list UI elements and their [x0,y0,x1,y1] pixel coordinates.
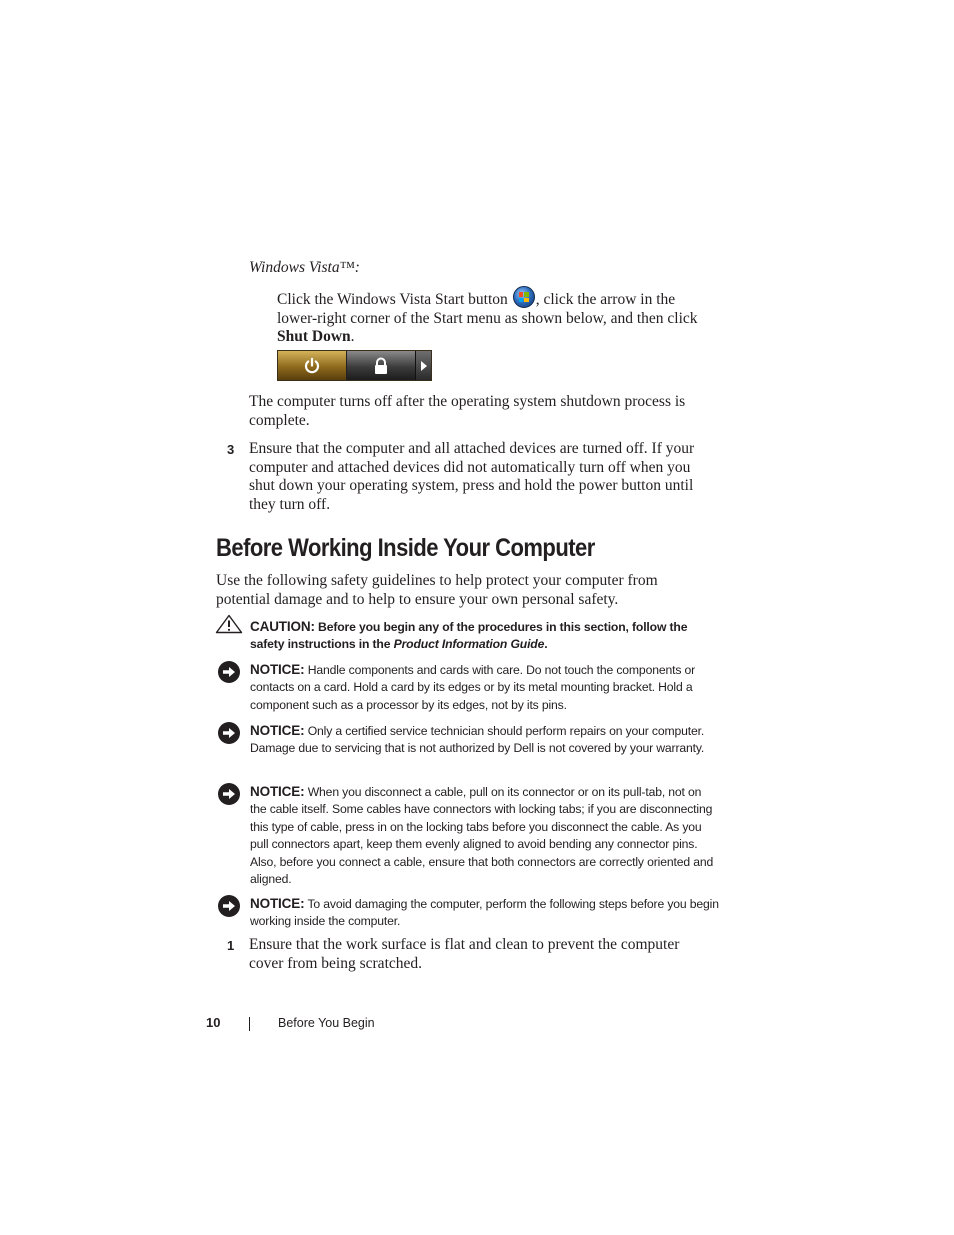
os-label-windows-vista: Windows Vista™: [249,259,360,276]
power-icon [303,357,321,375]
caution-label: CAUTION: [250,619,315,634]
step-1-text: Ensure that the work surface is flat and clean to prevent the computer cover from being scratched. [249,936,680,972]
caution-icon [215,614,243,639]
notice-3: NOTICE: When you disconnect a cable, pull on its connector or on its pull-tab, not on the cable itself. Some cables have connectors with locking tabs; if you are disconnecting this type of cable, press in on the locking tabs before you disconnect the cable. As you pull connectors apart, keep them evenly aligned to avoid bending any connector pins. Also, before you connect a cable, ensure that both connectors are correctly oriented and aligned. [250,784,714,887]
notice-icon [218,783,240,805]
start-menu-shutdown-bar [277,350,432,381]
notice-label: NOTICE: [250,662,305,677]
power-button[interactable] [278,351,347,380]
section-intro: Use the following safety guidelines to help protect your computer from potential damage and to help to ensure your own personal safety. [216,572,658,608]
step-3-text: Ensure that the computer and all attached devices are turned off. If your computer and attached devices did not automatically turn off when you shut down your operating system, press and hold the power button until they turn off. [249,440,695,513]
instruction-text-1: Click the Windows Vista Start button [277,291,508,308]
step-1-number: 1 [227,938,235,953]
instruction-text-2: , click the arrow in the lower-right corner of the Start menu as shown below, and then click [277,291,698,327]
footer-divider [249,1017,250,1031]
notice-4: NOTICE: To avoid damaging the computer, perform the following steps before you begin working inside the computer. [250,896,719,929]
notice-label: NOTICE: [250,784,305,799]
footer-chapter-title: Before You Begin [278,1016,375,1030]
product-information-guide-title: Product Information Guide [393,637,545,652]
notice-2: NOTICE: Only a certified service technician should perform repairs on your computer. Damage due to servicing that is not authorized by Dell is not covered by your warranty. [250,723,705,756]
notice-label: NOTICE: [250,896,305,911]
page-number: 10 [206,1015,221,1030]
notice-icon [218,661,240,683]
arrow-right-icon [420,360,428,372]
notice-icon [218,895,240,917]
step-3-number: 3 [227,442,235,457]
windows-start-button-icon [513,286,535,308]
section-heading: Before Working Inside Your Computer [216,534,595,562]
notice-icon [218,722,240,744]
vista-shutdown-instruction: Click the Windows Vista Start button , click the arrow in the lower-right corner of the Start menu as shown below, and then click Shut Down. [277,286,717,347]
lock-icon [373,357,389,375]
lock-button[interactable] [347,351,416,380]
shut-down-term: Shut Down [277,328,351,346]
shutdown-options-arrow-button[interactable] [416,351,431,380]
notice-label: NOTICE: [250,723,305,738]
caution-text: CAUTION: Before you begin any of the procedures in this section, follow the safety instructions in the Product Information Guide. [250,619,688,652]
notice-1: NOTICE: Handle components and cards with care. Do not touch the components or contacts on a card. Hold a card by its edges or by its metal mounting bracket. Hold a component such as a processor by its edges, not by its pins. [250,662,696,712]
shutdown-complete-text: The computer turns off after the operating system shutdown process is complete. [249,393,686,429]
